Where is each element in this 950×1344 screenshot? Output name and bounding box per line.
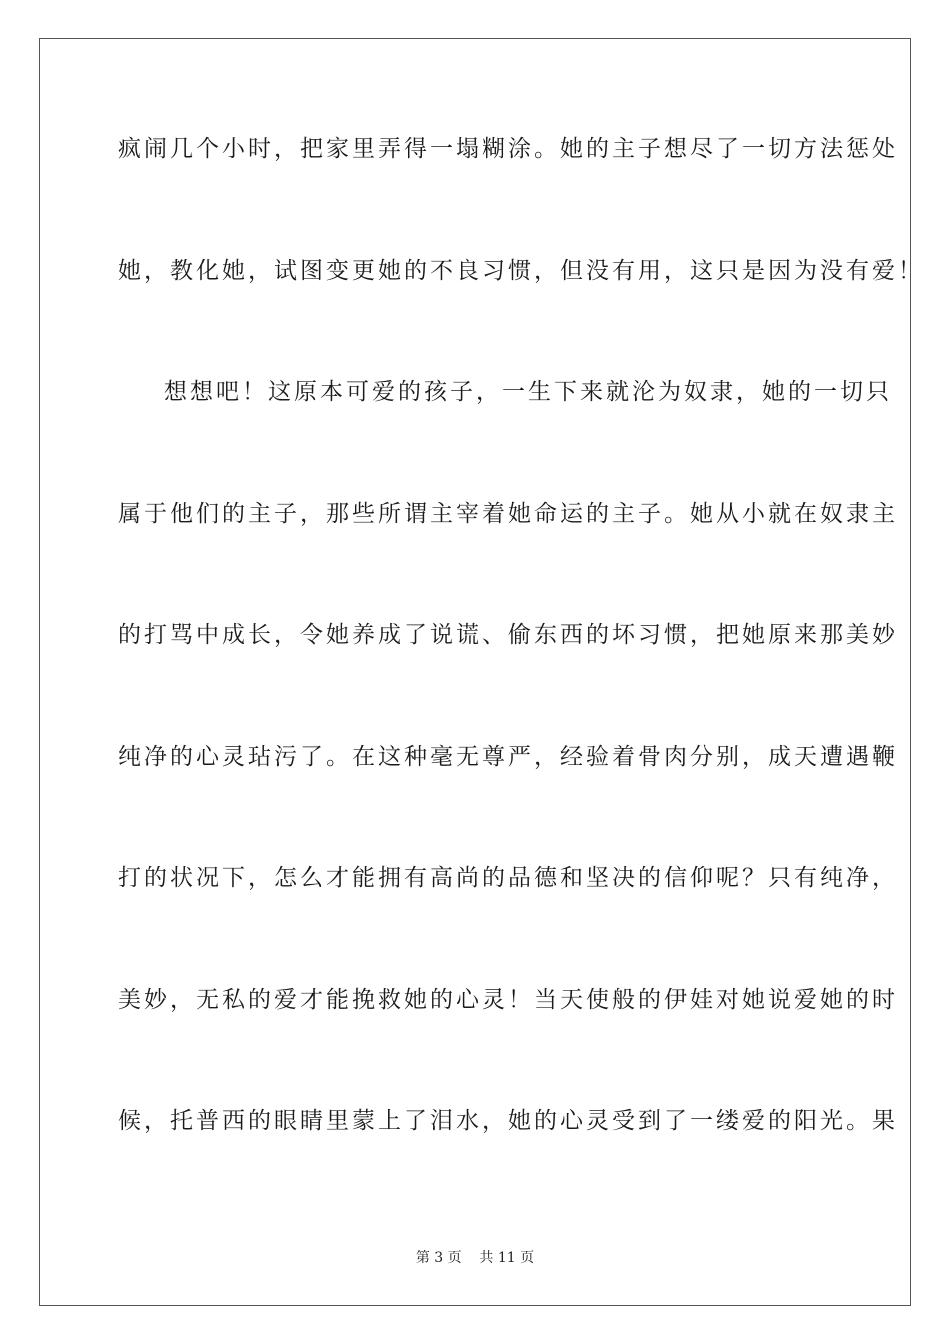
page-number-footer: 第 3 页 共 11 页	[415, 1250, 535, 1266]
text-line: 属于他们的主子，那些所谓主宰着她命运的主子。她从小就在奴隶主	[118, 500, 898, 527]
text-line: 疯闹几个小时，把家里弄得一塌糊涂。她的主子想尽了一切方法惩处	[118, 136, 898, 162]
text-line: 美妙，无私的爱才能挽救她的心灵！当天使般的伊娃对她说爱她的时	[118, 986, 898, 1013]
text-line: 的打骂中成长，令她养成了说谎、偷东西的坏习惯，把她原来那美妙	[118, 622, 898, 648]
paragraph-start-line: 想想吧！这原本可爱的孩子，一生下来就沦为奴隶，她的一切只	[164, 379, 892, 405]
text-line: 打的状况下，怎么才能拥有高尚的品德和坚决的信仰呢？只有纯净，	[118, 865, 898, 891]
document-body	[118, 125, 924, 1219]
text-line: 纯净的心灵玷污了。在这种毫无尊严，经验着骨肉分别，成天遭遇鞭	[118, 743, 898, 770]
text-line: 候，托普西的眼睛里蒙上了泪水，她的心灵受到了一缕爱的阳光。果	[118, 1108, 898, 1134]
text-line: 她，教化她，试图变更她的不良习惯，但没有用，这只是因为没有爱！	[118, 257, 924, 284]
